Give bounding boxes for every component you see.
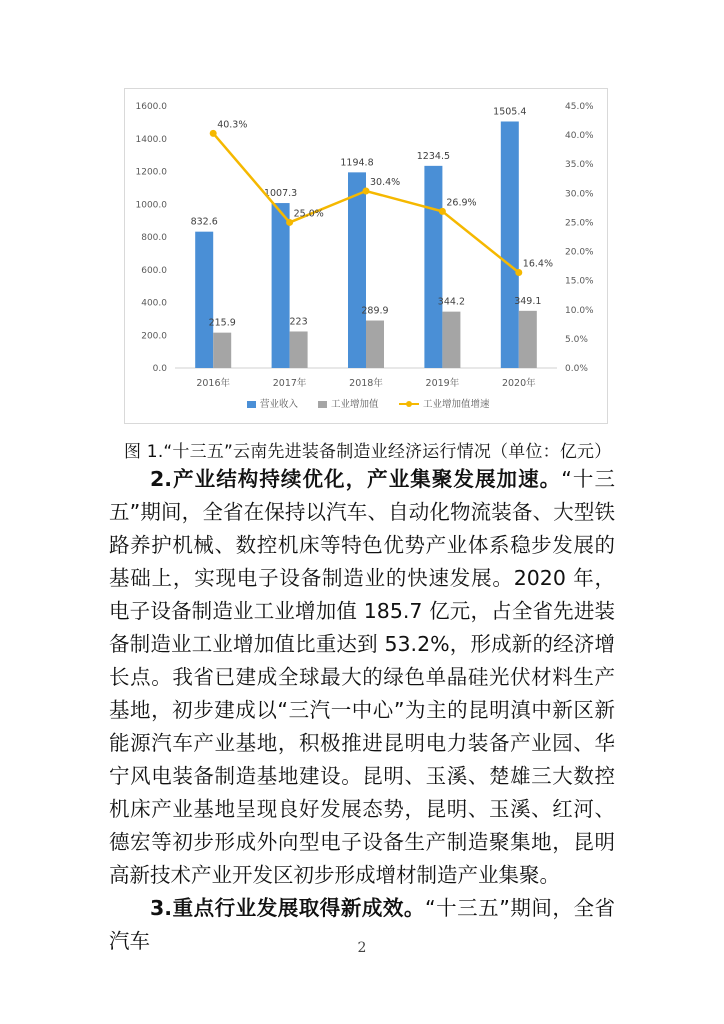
- growth-rate-data-label: 25.0%: [293, 208, 324, 220]
- y-left-tick-label: 1400.0: [135, 134, 167, 145]
- y-left-tick-label: 0.0: [152, 364, 167, 374]
- paragraph-2-heading: 3.重点行业发展取得新成效。: [150, 896, 425, 920]
- paragraph-1-heading: 2.产业结构持续优化，产业集聚发展加速。: [150, 467, 562, 491]
- growth-rate-data-label: 30.4%: [370, 177, 401, 189]
- y-left-tick-label: 600.0: [141, 265, 167, 276]
- y-left-tick-label: 800.0: [141, 233, 167, 243]
- page-number: 2: [357, 940, 367, 956]
- bar-data-label: 1194.8: [340, 157, 374, 169]
- y-right-tick-label: 35.0%: [565, 160, 594, 171]
- y-right-tick-label: 10.0%: [565, 305, 594, 316]
- paragraph-1-text: “十三五”期间，全省在保持以汽车、自动化物流装备、大型铁路养护机械、数控机床等特色优势产业体系稳步发展的基础上，实现电子设备制造业的快速发展。2020 年，电子设备制造业工业增加值 185.7 亿元，占全省先进装备制造业工业增加值比重达到 53.2%，形成新的经济增长点。我省已建成全球最大的绿色单晶硅光伏材料生产基地，初步建成以“三汽一中心”为主的昆明滇中新区新能源汽车产业基地，积极推进昆明电力装备产业园、华宁风电装备制造基地建设。昆明、玉溪、楚雄三大数控机床产业基地呈现良好发展态势，昆明、玉溪、红河、德宏等初步形成外向型电子设备生产制造聚集地，昆明高新技术产业开发区初步形成增材制造产业集聚。: [109, 467, 615, 887]
- y-left-tick-label: 400.0: [141, 298, 167, 309]
- growth-rate-data-label: 16.4%: [522, 258, 553, 270]
- y-right-tick-label: 0.0%: [565, 364, 588, 374]
- bar-value-added: [213, 333, 231, 368]
- y-right-tick-label: 5.0%: [565, 334, 588, 345]
- body-text: [109, 463, 615, 958]
- growth-rate-point: [515, 269, 522, 276]
- bar-data-label: 1234.5: [416, 150, 451, 162]
- y-right-tick-label: 40.0%: [565, 131, 594, 142]
- y-left-tick-label: 200.0: [141, 331, 167, 342]
- bar-revenue: [424, 166, 442, 368]
- bar-revenue: [195, 232, 213, 368]
- bar-data-label: 1007.3: [263, 188, 298, 200]
- x-tick-label: 2018年: [349, 378, 383, 389]
- legend-label: 工业增加值: [331, 399, 379, 410]
- growth-rate-point: [210, 130, 217, 137]
- legend-label: 营业收入: [260, 399, 299, 410]
- legend-swatch: [318, 401, 327, 408]
- y-left-tick-label: 1600.0: [135, 102, 167, 112]
- bar-data-label: 349.1: [514, 295, 542, 307]
- bar-value-added: [366, 321, 384, 368]
- x-tick-label: 2019年: [425, 378, 460, 389]
- x-tick-label: 2017年: [272, 378, 307, 389]
- legend-line-marker: [406, 401, 412, 407]
- chart-svg: [125, 89, 609, 425]
- y-left-tick-label: 1200.0: [135, 167, 167, 178]
- bar-data-label: 223: [289, 316, 308, 328]
- growth-rate-point: [363, 188, 370, 195]
- growth-rate-point: [286, 219, 293, 226]
- bar-revenue: [348, 172, 366, 368]
- legend-swatch: [247, 401, 256, 408]
- growth-rate-data-label: 26.9%: [446, 197, 477, 209]
- bar-data-label: 832.6: [190, 216, 218, 228]
- paragraph-2-text: “十三五”期间，全省汽车: [109, 896, 615, 953]
- bar-value-added: [519, 311, 537, 368]
- y-right-tick-label: 20.0%: [565, 247, 594, 258]
- bar-value-added: [290, 331, 308, 368]
- bar-data-label: 1505.4: [493, 106, 527, 118]
- x-tick-label: 2020年: [501, 378, 536, 389]
- bar-value-added: [442, 312, 460, 368]
- paragraph-1: [109, 463, 615, 892]
- y-left-tick-label: 1000.0: [135, 200, 167, 211]
- y-right-tick-label: 30.0%: [565, 189, 594, 200]
- figure-caption: 图 1.“十三五”云南先进装备制造业经济运行情况（单位：亿元）: [124, 442, 612, 462]
- bar-data-label: 215.9: [208, 317, 236, 329]
- bar-data-label: 289.9: [361, 305, 389, 317]
- x-tick-label: 2016年: [196, 378, 231, 389]
- bar-revenue: [501, 121, 519, 368]
- chart-container: [124, 88, 608, 424]
- y-right-tick-label: 45.0%: [565, 102, 594, 112]
- y-right-tick-label: 25.0%: [565, 218, 594, 229]
- growth-rate-data-label: 40.3%: [217, 119, 248, 131]
- legend-label: 工业增加值增速: [423, 399, 490, 410]
- y-right-tick-label: 15.0%: [565, 276, 594, 287]
- bar-revenue: [272, 203, 290, 368]
- growth-rate-point: [439, 208, 446, 215]
- bar-data-label: 344.2: [437, 296, 466, 308]
